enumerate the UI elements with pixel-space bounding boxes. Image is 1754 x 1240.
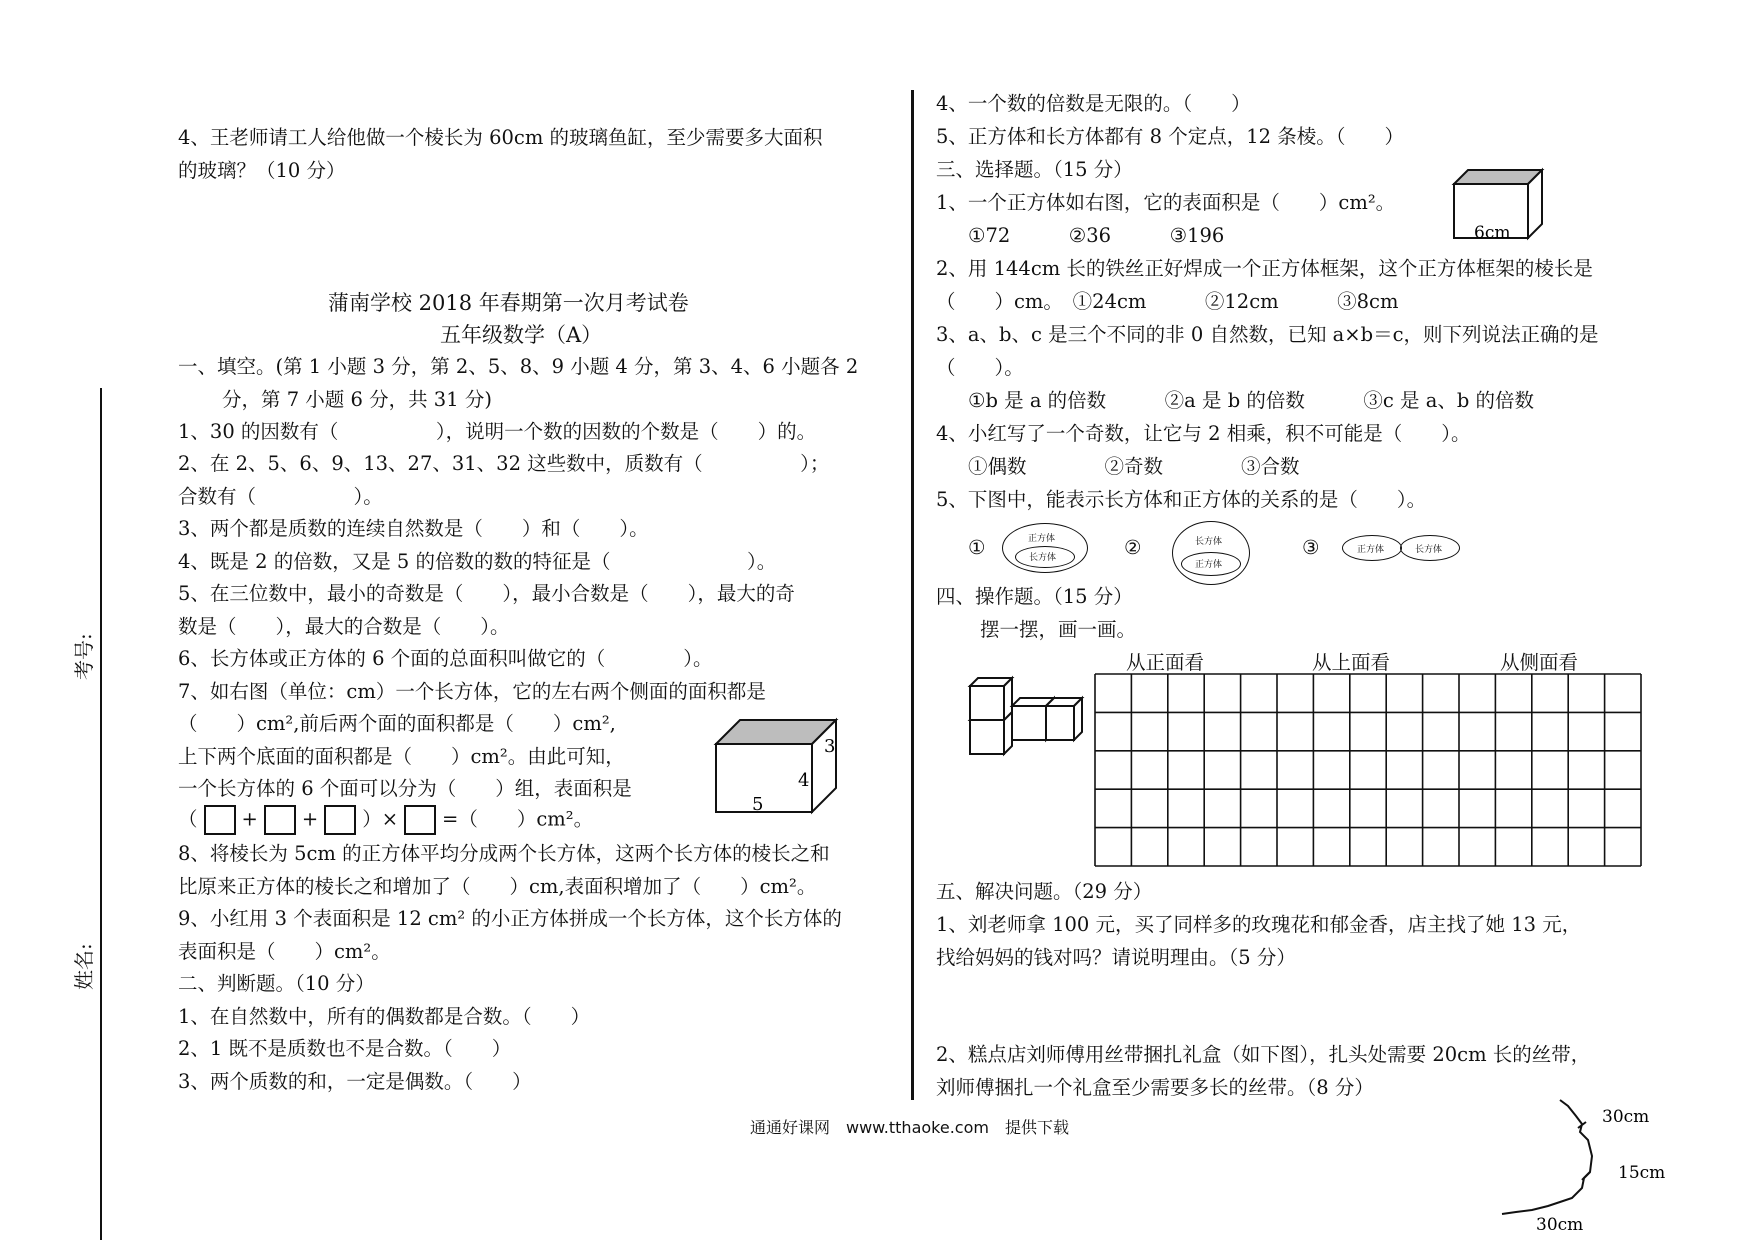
judge-1: 1、在自然数中，所有的偶数都是合数。（ ）	[178, 1005, 591, 1028]
venn-option-3-left	[1342, 535, 1402, 561]
problem-4-line-2: 的玻璃？（10 分）	[178, 159, 346, 182]
formula-plus: +	[301, 807, 319, 831]
fill-7-line-3: 上下两个底面的面积都是（ ）cm²。由此可知，	[178, 745, 625, 768]
fill-8-cont: 比原来正方体的棱长之和增加了（ ）cm,表面积增加了（ ）cm²。	[178, 875, 817, 898]
venn-label: 正方体	[1028, 534, 1056, 544]
fill-4: 4、既是 2 的倍数，又是 5 的倍数的数的特征是（ ）。	[178, 550, 777, 573]
formula-equals: =（ ）cm²。	[442, 807, 594, 831]
judge-2: 2、1 既不是质数也不是合数。（ ）	[178, 1037, 512, 1060]
choice-1: 1、一个正方体如右图，它的表面积是（ ）cm²。	[936, 191, 1396, 214]
choice-1-options: ①72 ②36 ③196	[968, 224, 1225, 247]
choice-4-options: ①偶数 ②奇数 ③合数	[968, 455, 1300, 478]
cube-edge-label: 6cm	[1474, 223, 1511, 243]
fill-6: 6、长方体或正方体的 6 个面的总面积叫做它的（ ）。	[178, 647, 713, 670]
venn-option-2	[1172, 521, 1250, 585]
answer-box[interactable]	[324, 805, 356, 835]
fill-3: 3、两个都是质数的连续自然数是（ ）和（ ）。	[178, 517, 649, 540]
cubes-arrangement	[968, 676, 1088, 758]
choice-3-cont: （ ）。	[936, 356, 1024, 379]
section-2-header: 二、判断题。（10 分）	[178, 972, 375, 995]
venn-label: 长方体	[1415, 545, 1443, 555]
judge-4: 4、一个数的倍数是无限的。（ ）	[936, 92, 1251, 115]
fill-2-cont: 合数有（ ）。	[178, 485, 383, 508]
section-1-header-2: 分，第 7 小题 6 分，共 31 分)	[222, 388, 492, 411]
problem-5-2: 2、糕点店刘师傅用丝带捆扎礼盒（如下图），扎头处需要 20cm 长的丝带，	[936, 1043, 1591, 1066]
fill-7-line-4: 一个长方体的 6 个面可以分为（ ）组，表面积是	[178, 777, 632, 800]
name-label: 姓名:	[72, 943, 96, 990]
problem-5-2-cont: 刘师傅捆扎一个礼盒至少需要多长的丝带。（8 分）	[936, 1076, 1374, 1099]
venn-label: 正方体	[1357, 545, 1385, 555]
choice-2: 2、用 144cm 长的铁丝正好焊成一个正方体框架，这个正方体框架的棱长是	[936, 257, 1593, 280]
exam-number-label: 考号:	[72, 633, 96, 680]
column-divider	[911, 90, 914, 1100]
venn-option-2-mark: ②	[1124, 536, 1142, 559]
view-side-label: 从侧面看	[1500, 651, 1579, 674]
fill-9: 9、小红用 3 个表面积是 12 cm² 的小正方体拼成一个长方体，这个长方体的	[178, 907, 842, 930]
venn-label: 正方体	[1195, 560, 1223, 570]
judge-3: 3、两个质数的和，一定是偶数。（ ）	[178, 1070, 532, 1093]
cuboid-height-label: 3	[824, 736, 836, 757]
drawing-grid[interactable]	[1094, 673, 1642, 867]
section-3-header: 三、选择题。（15 分）	[936, 158, 1133, 181]
exam-title: 蒲南学校 2018 年春期第一次月考试卷	[328, 291, 689, 315]
venn-label: 长方体	[1029, 553, 1057, 563]
choice-3-options: ①b 是 a 的倍数 ②a 是 b 的倍数 ③c 是 a、b 的倍数	[968, 389, 1535, 412]
view-top-label: 从上面看	[1312, 651, 1391, 674]
fill-5: 5、在三位数中，最小的奇数是（ ），最小合数是（ ），最大的奇	[178, 582, 795, 605]
venn-option-3-right	[1400, 535, 1460, 561]
cuboid-length-label: 5	[752, 794, 764, 815]
fill-7-formula	[178, 805, 593, 835]
venn-label: 长方体	[1195, 537, 1223, 547]
section-1-header-1: 一、填空。(第 1 小题 3 分，第 2、5、8、9 小题 4 分，第 3、4、6 小题各 2	[178, 355, 859, 378]
formula-open: （	[178, 807, 198, 831]
fill-9-cont: 表面积是（ ）cm²。	[178, 940, 391, 963]
answer-box[interactable]	[404, 805, 436, 835]
fill-2: 2、在 2、5、6、9、13、27、31、32 这些数中，质数有（ ）；	[178, 452, 830, 475]
fill-5-cont: 数是（ ），最大的合数是（ ）。	[178, 615, 510, 638]
fill-8: 8、将棱长为 5cm 的正方体平均分成两个长方体，这两个长方体的棱长之和	[178, 842, 830, 865]
judge-5: 5、正方体和长方体都有 8 个定点，12 条棱。（ ）	[936, 125, 1404, 148]
problem-5-1: 1、刘老师拿 100 元，买了同样多的玫瑰花和郁金香，店主找了她 13 元，	[936, 913, 1582, 936]
binding-line	[100, 388, 102, 1240]
choice-3: 3、a、b、c 是三个不同的非 0 自然数，已知 a×b＝c，则下列说法正确的是	[936, 323, 1599, 346]
fill-1: 1、30 的因数有（ ），说明一个数的因数的个数是（ ）的。	[178, 420, 817, 443]
section-4-header: 四、操作题。（15 分）	[936, 585, 1133, 608]
fill-7-line-2: （ ）cm²,前后两个面的面积都是（ ）cm²,	[178, 712, 616, 735]
cube-figure	[1450, 166, 1546, 242]
fill-7: 7、如右图（单位：cm）一个长方体，它的左右两个侧面的面积都是	[178, 680, 766, 703]
problem-4-line-1: 4、王老师请工人给他做一个棱长为 60cm 的玻璃鱼缸，至少需要多大面积	[178, 126, 823, 149]
answer-box[interactable]	[264, 805, 296, 835]
choice-4: 4、小红写了一个奇数，让它与 2 相乘，积不可能是（ ）。	[936, 422, 1471, 445]
section-4-instruction: 摆一摆，画一画。	[980, 618, 1137, 641]
cuboid-width-label: 4	[798, 770, 810, 791]
formula-plus: +	[241, 807, 258, 831]
problem-5-1-cont: 找给妈妈的钱对吗？请说明理由。（5 分）	[936, 946, 1296, 969]
answer-box[interactable]	[204, 805, 236, 835]
ribbon-box-figure	[1496, 1098, 1666, 1235]
choice-5: 5、下图中，能表示长方体和正方体的关系的是（ ）。	[936, 488, 1427, 511]
venn-option-1	[1002, 523, 1088, 573]
cuboid-figure	[712, 716, 842, 816]
choice-2-options: （ ）cm。 ①24cm ②12cm ③8cm	[936, 290, 1399, 313]
venn-option-3-mark: ③	[1302, 536, 1320, 559]
view-front-label: 从正面看	[1126, 651, 1205, 674]
formula-times: ）×	[362, 807, 399, 831]
ribbon-width-label: 15cm	[1618, 1163, 1666, 1183]
section-5-header: 五、解决问题。（29 分）	[936, 880, 1153, 903]
ribbon-length-label: 30cm	[1602, 1107, 1650, 1127]
exam-subtitle: 五年级数学（A）	[440, 323, 603, 347]
ribbon-bottom-label: 30cm	[1536, 1215, 1584, 1235]
venn-option-1-mark: ①	[968, 536, 986, 559]
footer-credit: 通通好课网 www.tthaoke.com 提供下载	[750, 1118, 1069, 1137]
